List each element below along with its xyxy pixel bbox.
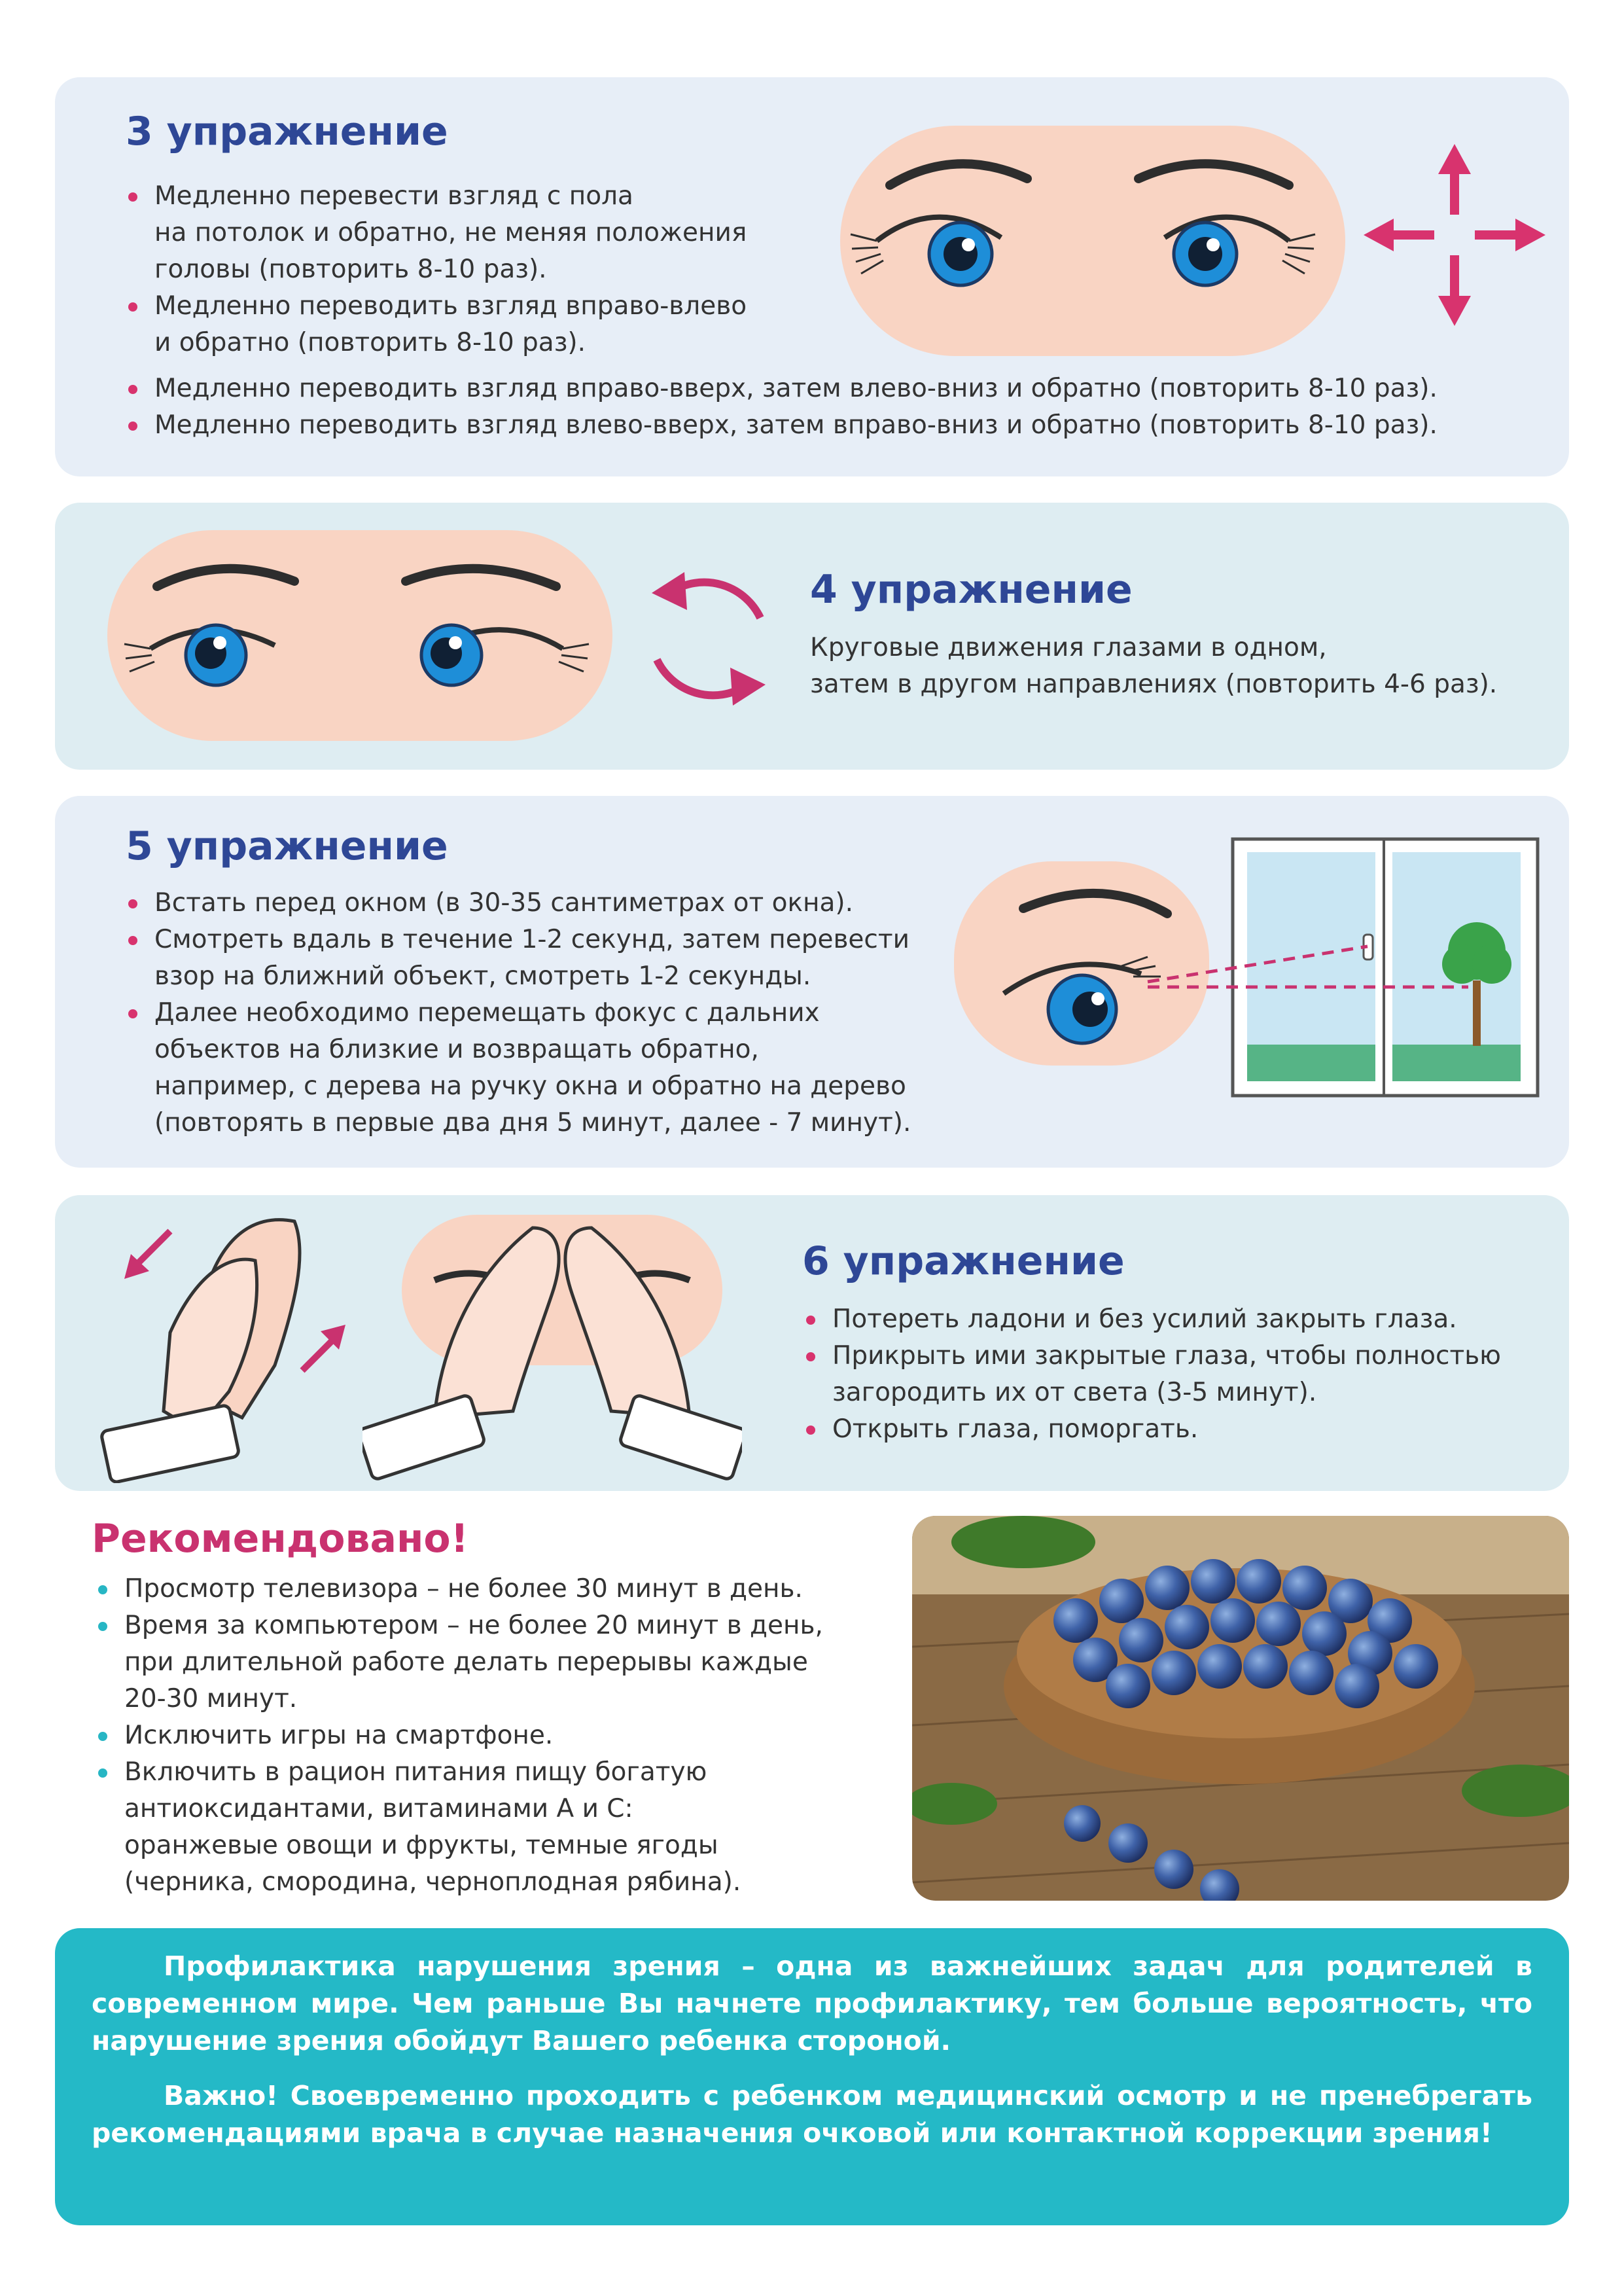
list-item: Открыть глаза, поморгать.: [802, 1411, 1561, 1448]
eyes-illustration: [105, 528, 615, 744]
list-item: Встать перед окном (в 30-35 сантиметрах от окна).: [124, 885, 988, 922]
list-item: Потереть ладони и без усилий закрыть глаза.: [802, 1301, 1561, 1338]
list-item: Медленно переводить взгляд вправо-влево и обратно (повторить 8-10 раз).: [124, 288, 877, 361]
recommend-list: [94, 1571, 899, 1901]
exercise-5-title: 5 упражнение: [126, 823, 448, 869]
blueberries-photo: [912, 1516, 1569, 1901]
exercise-6-title: 6 упражнение: [802, 1238, 1125, 1284]
eye-looking-at-window-illustration: [951, 836, 1540, 1098]
list-item: Исключить игры на смартфоне.: [94, 1717, 899, 1754]
circular-arrows-icon: [632, 565, 785, 712]
list-item: Время за компьютером – не более 20 минут в день, при длительной работе делать перерывы каждые 20-30 минут.: [94, 1607, 899, 1717]
exercise-5-list: [124, 885, 988, 1141]
list-item: Далее необходимо перемещать фокус с дальних объектов на близкие и возвращать обратно, например, с дерева на ручку окна и обратно на дерево (повторять в первые два дня 5 минут, далее - 7 минут).: [124, 995, 988, 1141]
list-item: Смотреть вдаль в течение 1-2 секунд, затем перевести взор на ближний объект, смотреть 1-2 секунды.: [124, 922, 988, 995]
recommend-title: Рекомендовано!: [92, 1516, 468, 1562]
exercise-4-text: Круговые движения глазами в одном, затем в другом направлениях (повторить 4-6 раз).: [810, 633, 1498, 699]
important-paragraph: Важно! Своевременно проходить с ребенком медицинский осмотр и не пренебрегать рекомендациями врача в случае назначения очковой или контактной коррекции зрения!: [92, 2080, 1532, 2149]
list-item: Включить в рацион питания пищу богатую антиоксидантами, витаминами А и С: оранжевые овощи и фрукты, темные ягоды (черника, смородина, черноплодная рябина).: [94, 1754, 899, 1901]
list-item: Прикрыть ими закрытые глаза, чтобы полностью загородить их от света (3-5 минут).: [802, 1338, 1561, 1411]
exercise-6-list: [802, 1301, 1561, 1448]
rubbing-palms-illustration: [98, 1202, 360, 1483]
list-item: Медленно перевести взгляд с пола на потолок и обратно, не меняя положения головы (повторить 8-10 раз).: [124, 178, 877, 288]
window: [1233, 839, 1538, 1096]
exercise-3-list: [124, 178, 877, 361]
exercise-4-title: 4 упражнение: [810, 567, 1133, 613]
exercise-3-title: 3 упражнение: [126, 109, 448, 154]
list-item: Медленно переводить взгляд вправо-вверх, затем влево-вниз и обратно (повторить 8-10 раз).: [124, 370, 1551, 407]
list-item: Медленно переводить взгляд влево-вверх, затем вправо-вниз и обратно (повторить 8-10 раз).: [124, 407, 1551, 444]
exercise-3-list-wide: [124, 370, 1551, 444]
hands-covering-eyes-illustration: [362, 1202, 742, 1483]
prevention-paragraph: Профилактика нарушения зрения – одна из важнейших задач для родителей в современном мире. Чем раньше Вы начнете профилактику, тем больше вероятность, что нарушение зрения обойдут Вашего ребенка стороной.: [92, 1950, 1532, 2056]
four-direction-arrows-icon: [1361, 141, 1548, 329]
eyes-illustration: [838, 123, 1348, 359]
list-item: Просмотр телевизора – не более 30 минут в день.: [94, 1571, 899, 1607]
